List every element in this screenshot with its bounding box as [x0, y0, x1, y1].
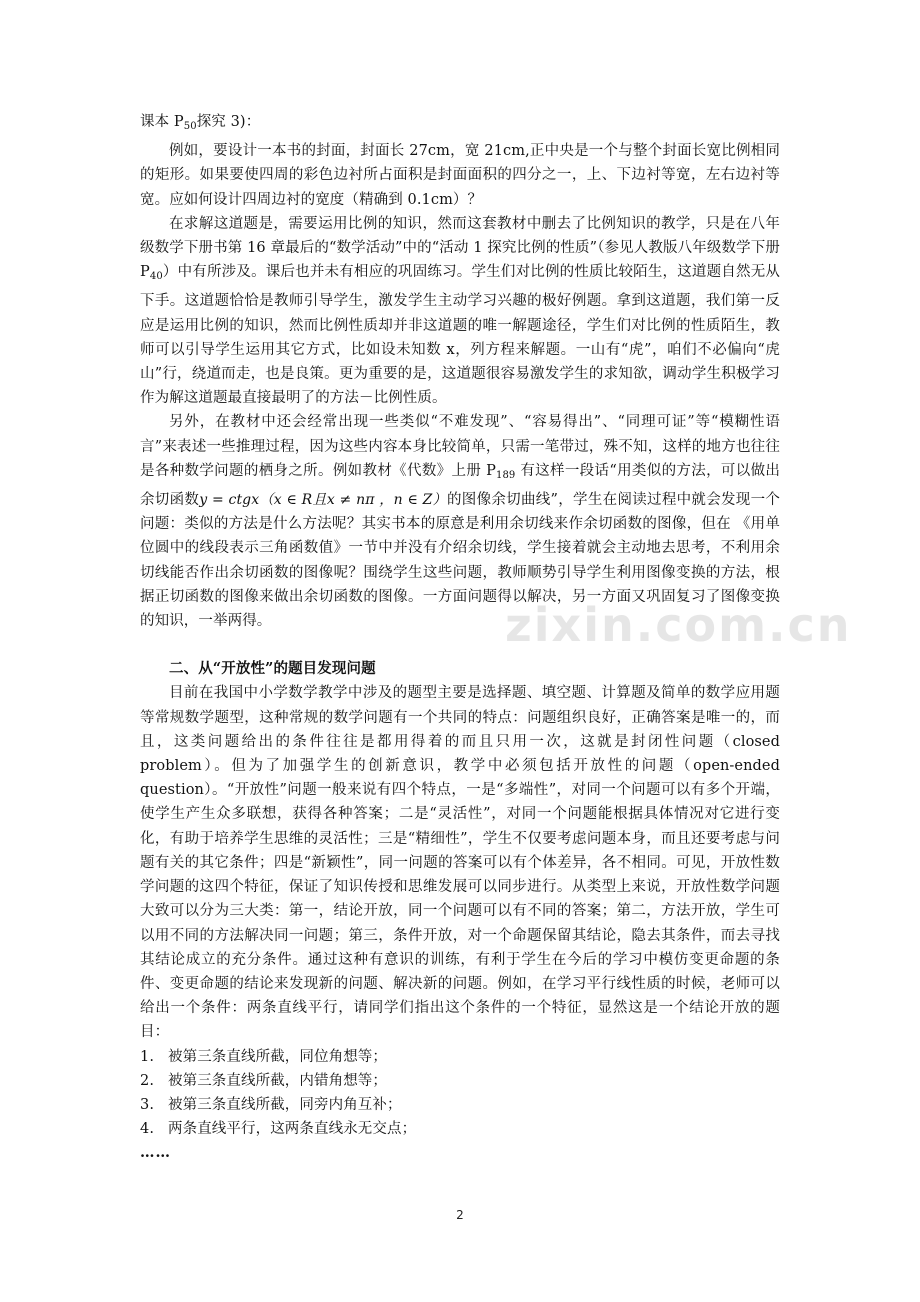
- list-item: 1. 被第三条直线所截，同位角想等；: [140, 1048, 387, 1065]
- list-item: 2. 被第三条直线所截，内错角想等；: [140, 1072, 387, 1089]
- watermark: zixin.com.cn: [505, 598, 852, 652]
- section-heading: 二、从“开放性”的题目发现问题: [169, 660, 376, 678]
- list-item: 3. 被第三条直线所截，同旁内角互补；: [140, 1096, 402, 1113]
- page-number: 2: [456, 1208, 464, 1222]
- list-item: 4. 两条直线平行，这两条直线永无交点；: [140, 1121, 417, 1138]
- analysis-paragraph: 在求解这道题是，需要运用比例的知识，然而这套教材中删去了比例知识的教学，只是在八年级数学下册书第 16 章最后的“数学活动”中的“活动 1 探究比例的性质”（参见人教版八年级数学下册 $P_{40}$）中有所涉及。课后也并未有相应的巩固练习。学生们对比例的性质比较陌生，这道题自然无从下手。这道题恰恰是教师引导学生，激发学生主动学习兴趣的极好例题。拿到这道题，我们第一反应是运用比例的知识，然而比例性质却并非这道题的唯一解题途径，学生们对比例的性质陌生，教师可以引导学生运用其它方式，比如设未知数 x，列方程来解题。一山有“虎”，咱们不必偏向“虎山”行，绕道而走，也是良策。更为重要的是，这道题很容易激发学生的求知欲，调动学生积极学习作为解这道题最直接最明了的方法－比例性质。: [140, 215, 780, 407]
- cotangent-formula: y = ctgx（x ∈ R且x ≠ nπ ，n ∈ Z）: [199, 492, 447, 509]
- open-ended-paragraph: 目前在我国中小学数学教学中涉及的题型主要是选择题、填空题、计算题及简单的数学应用题等常规数学题型，这种常规的数学问题有一个共同的特点：问题组织良好，正确答案是唯一的，而且，这类问题给出的条件往往是都用得着的而且只用一次，这就是封闭性问题（closed problem）。但为了加强学生的创新意识，教学中必须包括开放性的问题（open-ended question）。“开放性”问题一般来说有四个特点，一是“多端性”，对同一个问题可以有多个开端，使学生产生众多联想，获得各种答案；二是“灵活性”，对同一个问题能根据具体情况对它进行变化，有助于培养学生思维的灵活性；三是“精细性”，学生不仅要考虑问题本身，而且还要考虑与问题有关的其它条件；四是“新颖性”，同一问题的答案可以有个体差异，各不相同。可见，开放性数学问题的这四个特征，保证了知识传授和思维发展可以同步进行。从类型上来说，开放性数学问题大致可以分为三大类：第一，结论开放，同一个问题可以有不同的答案；第二，方法开放，学生可以用不同的方法解决同一问题；第三，条件开放，对一个命题保留其结论，隐去其条件，而去寻找其结论成立的充分条件。通过这种有意识的训练，有利于学生在今后的学习中模仿变更命题的条件、变更命题的结论来发现新的问题、解决新的问题。例如，在学习平行线性质的时候，老师可以给出一个条件：两条直线平行，请同学们指出这个条件的一个特征，显然这是一个结论开放的题目：: [140, 685, 780, 1041]
- fuzzy-language-paragraph: 另外，在教材中还会经常出现一些类似“不难发现”、“容易得出”、“同理可证”等“模糊性语言”来表述一些推理过程，因为这些内容本身比较简单，只需一笔带过，殊不知，这样的地方也往往是各种数学问题的栖身之所。例如教材《代数》上册 $P_{189}$ 有这样一段话“用类似的方法，可以做出余切函数y = ctgx（x ∈ R且x ≠ nπ ，n ∈ Z）的图像余切曲线”，学生在阅读过程中就会发现一个问题：类似的方法是什么方法呢？其实书本的原意是利用余切线来作余切函数的图像，但在 《用单位圆中的线段表示三角函数值》一节中并没有介绍余切线，学生接着就会主动地去思考，不利用余切线能否作出余切函数的图像呢？围绕学生这些问题，教师顺势引导学生利用图像变换的方法，根据正切函数的图像来做出余切函数的图像。一方面问题得以解决，另一方面又巩固复习了图像变换的知识，一举两得。: [140, 414, 781, 630]
- example-paragraph: 例如，要设计一本书的封面，封面长 27cm，宽 21cm,正中央是一个与整个封面长宽比例相同的矩形。如果要使四周的彩色边衬所占面积是封面面积的四分之一，上、下边衬等宽，左右边衬等宽。应如何设计四周边衬的宽度（精确到 0.1cm）？: [140, 143, 780, 208]
- document-body: [140, 110, 780, 1166]
- intro-line: 课本 $P_{50}$探究 3)：: [140, 114, 261, 132]
- ellipsis: ……: [140, 1144, 171, 1162]
